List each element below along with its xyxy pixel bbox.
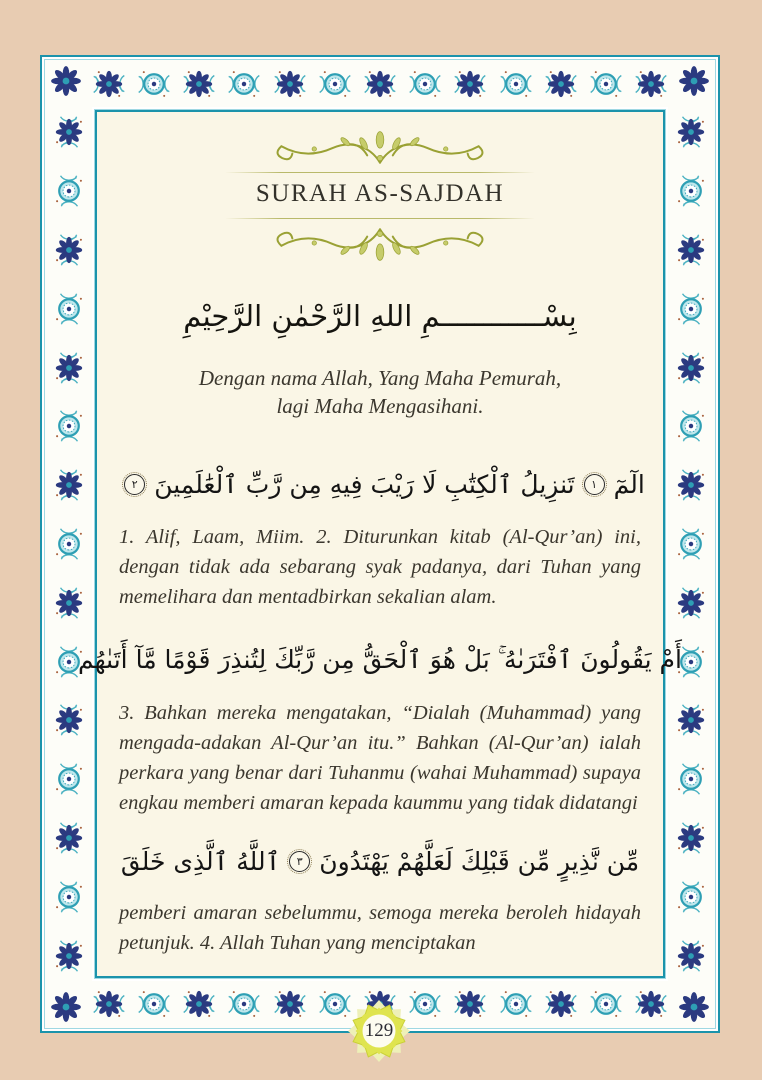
tile-medallion-icon	[584, 984, 629, 1024]
gold-divider-line	[225, 172, 535, 173]
tile-star-icon	[671, 691, 711, 750]
gold-flourish-ornament-top	[250, 128, 510, 170]
tile-star-icon	[267, 64, 312, 104]
tile-medallion-icon	[403, 64, 448, 104]
tile-star-icon	[671, 573, 711, 632]
tile-medallion-icon	[49, 750, 89, 809]
verse-text: ٱللَّهُ ٱلَّذِى خَلَقَ	[120, 846, 281, 876]
tile-medallion-icon	[49, 867, 89, 926]
tile-star-icon	[49, 456, 89, 515]
tile-star-icon	[267, 984, 312, 1024]
page-number: 129	[364, 1020, 394, 1041]
tile-medallion-icon	[493, 984, 538, 1024]
tile-star-icon	[357, 64, 402, 104]
basmala-translation-line1: Dengan nama Allah, Yang Maha Pemurah,	[198, 366, 562, 390]
tile-star-icon	[629, 64, 674, 104]
page-number-badge	[348, 1000, 410, 1062]
basmala-translation-line2: lagi Maha Mengasihani.	[276, 394, 484, 418]
surah-title: SURAH AS-SAJDAH	[255, 180, 505, 207]
border-strip-right	[671, 103, 711, 985]
tile-medallion-icon	[671, 279, 711, 338]
translation-paragraph-3: pemberi amaran sebelummu, semoga mereka beroleh hidayah petunjuk. 4. Allah Tuhan yang menciptakan	[119, 902, 641, 954]
ayah-number-marker-icon: ١	[584, 474, 605, 495]
tile-star-icon	[49, 809, 89, 868]
tile-star-icon	[86, 64, 131, 104]
border-corner-rosette-icon	[47, 62, 85, 100]
tile-star-icon	[49, 691, 89, 750]
tile-medallion-icon	[671, 515, 711, 574]
decorative-tile-border	[40, 55, 720, 1033]
tile-medallion-icon	[131, 64, 176, 104]
border-corner-rosette-icon	[675, 988, 713, 1026]
verse-text: تَنزِيلُ ٱلْكِتَٰبِ لَا رَيْبَ فِيهِ مِن رَّبِّ ٱلْعَٰلَمِينَ	[154, 469, 575, 499]
tile-star-icon	[49, 926, 89, 985]
tile-star-icon	[49, 103, 89, 162]
quran-verse-line-2	[78, 628, 682, 692]
tile-medallion-icon	[222, 984, 267, 1024]
page	[78, 110, 682, 978]
tile-star-icon	[176, 64, 221, 104]
tile-medallion-icon	[49, 515, 89, 574]
tile-medallion-icon	[671, 750, 711, 809]
quran-verse-line-3	[119, 830, 641, 892]
basmala-translation	[119, 364, 641, 420]
border-strip-top	[86, 64, 674, 104]
tile-medallion-icon	[131, 984, 176, 1024]
tile-star-icon	[49, 221, 89, 280]
tile-medallion-icon	[493, 64, 538, 104]
quran-verse-line-1	[119, 454, 645, 514]
tile-star-icon	[176, 984, 221, 1024]
tile-medallion-icon	[49, 162, 89, 221]
tile-star-icon	[671, 809, 711, 868]
translation-paragraph-2: 3. Bahkan mereka mengatakan, “Dialah (Muhammad) yang mengada-adakan Al-Qur’an itu.” Bahkan (Al-Qur’an) ialah perkara yang benar dari Tuhanmu (wahai Muhammad) supaya engkau memberi amaran kepada kaummu yang tidak didatangi	[119, 702, 641, 814]
tile-star-icon	[538, 984, 583, 1024]
tile-medallion-icon	[312, 64, 357, 104]
ayah-number-marker-icon: ٢	[124, 474, 145, 495]
tile-medallion-icon	[584, 64, 629, 104]
border-corner-rosette-icon	[675, 62, 713, 100]
tile-star-icon	[671, 221, 711, 280]
gold-flourish-ornament-bottom	[250, 222, 510, 264]
tile-medallion-icon	[49, 397, 89, 456]
tile-star-icon	[671, 926, 711, 985]
verse-text: مِّن نَّذِيرٍ مِّن قَبْلِكَ لَعَلَّهُمْ يَهْتَدُونَ	[319, 846, 640, 876]
verse-text: الٓمٓ	[613, 469, 645, 499]
tile-medallion-icon	[671, 162, 711, 221]
tile-star-icon	[448, 64, 493, 104]
tile-star-icon	[49, 338, 89, 397]
border-corner-rosette-icon	[47, 988, 85, 1026]
tile-star-icon	[671, 456, 711, 515]
verse-text: أَمْ يَقُولُونَ ٱفْتَرَىٰهُ ۚ بَلْ هُوَ ٱلْحَقُّ مِن رَّبِّكَ لِتُنذِرَ قَوْمًا مَّآ أَتَىٰهُم	[78, 645, 682, 674]
tile-star-icon	[538, 64, 583, 104]
tile-star-icon	[86, 984, 131, 1024]
tile-star-icon	[49, 573, 89, 632]
tile-medallion-icon	[671, 867, 711, 926]
tile-medallion-icon	[671, 397, 711, 456]
tile-medallion-icon	[49, 279, 89, 338]
gold-divider-line	[225, 218, 535, 219]
ayah-number-marker-icon: ٣	[289, 851, 310, 872]
bismillah-calligraphy: بِسْــــــــــــمِ اللهِ الرَّحْمٰنِ الرَّحِيْمِ	[183, 299, 577, 333]
tile-star-icon	[671, 103, 711, 162]
translation-paragraph-1: 1. Alif, Laam, Miim. 2. Diturunkan kitab (Al-Qur’an) ini, dengan tidak ada sebarang syak padanya, dari Tuhan yang memelihara dan mentadbirkan sekalian alam.	[119, 526, 641, 608]
tile-star-icon	[448, 984, 493, 1024]
tile-star-icon	[671, 338, 711, 397]
border-strip-left	[49, 103, 89, 985]
tile-medallion-icon	[222, 64, 267, 104]
tile-star-icon	[629, 984, 674, 1024]
